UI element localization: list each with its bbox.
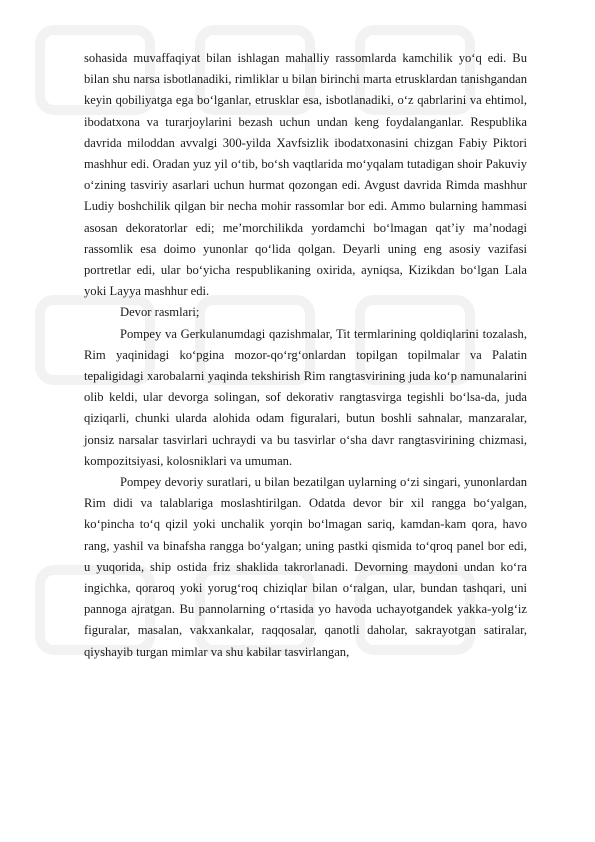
paragraph-3: Pompey va Gerkulanumdagi qazishmalar, Tit termlarining qoldiqlarini tozalash, Rim yaqinidagi ko‘pgina mozor-qo‘rg‘onlardan topilgan topilmalar va Palatin tepaligidagi xarobalarni yaqinda tekshirish Rim rangtasvirining juda ko‘p namunalarini olib keldi, ular devorga solingan, sof dekorativ rangtasvirga tegishli bo‘lsa-da, juda qiziqarli, chunki ularda alohida odam figuralari, butun boshli sahnalar, manzaralar, jonsiz narsalar tasvirlari uchraydi va bu tasvirlar o‘sha davr rangtasvirining chizmasi, kompozitsiyasi, kolosniklari va umuman. (84, 326, 527, 468)
paragraph-1: sohasida muvaffaqiyat bilan ishlagan mahalliy rassomlarda kamchilik yo‘q edi. Bu bilan shu narsa isbotlanadiki, rimliklar u bilan birinchi marta etrusklardan tanishgandan keyin qobiliyatga ega bo‘lganlar, etrusklar esa, isbotlanadiki, o‘z qabrlarini va ehtimol, ibodatxona va turarjoylarini bezash uchun undan keng foydalanganlar. Respublika davrida miloddan avvalgi 300-yilda Xavfsizlik ibodatxonasini chizgan Fabiy Piktori mashhur edi. Oradan yuz yil o‘tib, bo‘sh vaqtlarida mo‘yqalam tutadigan shoir Pakuviy o‘zining tasviriy asarlari uchun hurmat qozongan edi. Avgust davrida Rimda mashhur Ludiy boshchilik qilgan bir necha mohir rassomlar bor edi. Ammo bularning hammasi asosan dekoratorlar edi; me’morchilikda yordamchi bo‘lmagan qat’iy ma’nodagi rassomlik esa doimo yunonlar qo‘lida qolgan. Deyarli uning eng asosiy vazifasi portretlar edi, ular bo‘yicha respublikaning oxirida, ayniqsa, Kizikdan bo‘lgan Lala yoki Layya mashhur edi. (84, 51, 527, 299)
document-page (84, 48, 527, 663)
paragraph-4: Pompey devoriy suratlari, u bilan bezatilgan uylarning o‘zi singari, yunonlardan Rim didi va talablariga moslashtirilgan. Odatda devor bir xil rangga bo‘yalgan, ko‘pincha to‘q qizil yoki unchalik yorqin bo‘lmagan sariq, kamdan-kam qora, havo rang, yashil va binafsha rangga bo‘yalgan; uning pastki qismida to‘qroq panel bor edi, u yuqorida, ship ostida friz shaklida takrorlanadi. Devorning maydoni undan ko‘ra ingichka, qoraroq yoki yorug‘roq chiziqlar bilan o‘ralgan, ular, bundan tashqari, uni pannoga ajratgan. Bu pannolarning o‘rtasida yo havoda uchayotgandek yakka-yolg‘iz figuralar, masalan, vakxankalar, raqqosalar, qanotli daholar, sakrayotgan satiralar, qiyshayib turgan mimlar va shu kabilar tasvirlangan, (84, 475, 527, 659)
paragraph-2-heading: Devor rasmlari; (120, 305, 200, 320)
